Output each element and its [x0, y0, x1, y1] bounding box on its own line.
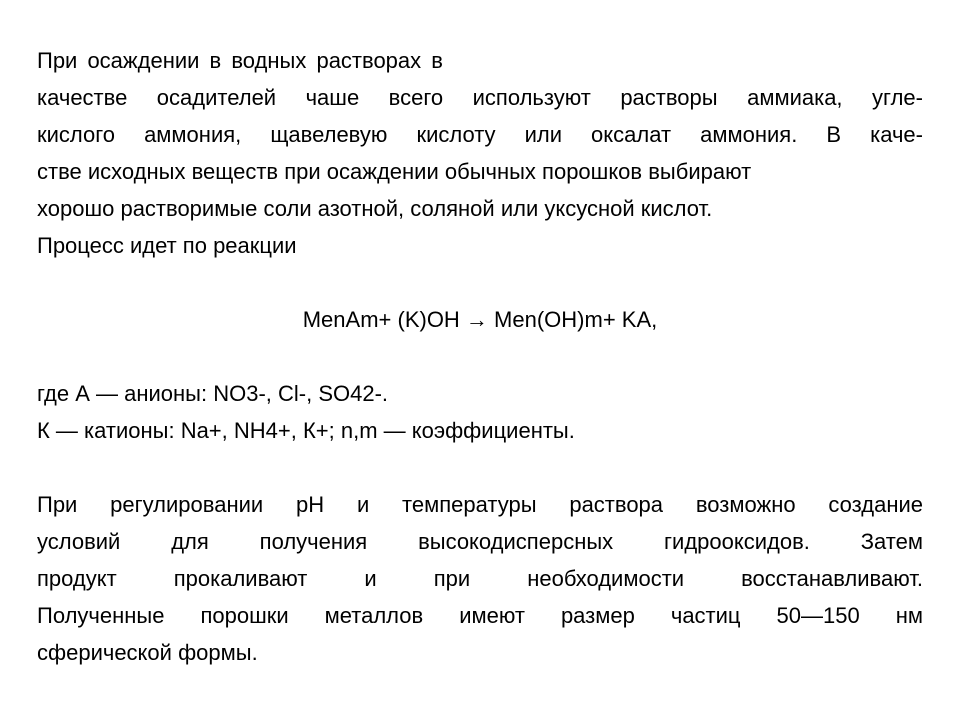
paragraph1-line-2: качестве осадителей чаше всего используют растворы аммиака, угле-: [37, 85, 923, 110]
paragraph1-line-4: стве исходных веществ при осаждении обычных порошков выбирают: [37, 159, 752, 184]
reaction-equation: MenAm+ (K)OH → Men(OH)m+ KA,: [302, 307, 658, 332]
anions-definition: где А — анионы: NO3-, Cl-, SO42-.: [37, 381, 389, 406]
paragraph1-line-1: При осаждении в водных растворах в: [37, 48, 443, 73]
cations-definition: К — катионы: Na+, NH4+, К+; n,m — коэффициенты.: [37, 418, 575, 443]
paragraph1-line-6: Процесс идет по реакции: [37, 233, 297, 258]
paragraph2-line-1: При регулировании pH и температуры раствора возможно создание: [37, 492, 923, 517]
paragraph2-line-3: продукт прокаливают и при необходимости восстанавливают.: [37, 566, 923, 591]
spacer: [37, 338, 923, 375]
spacer: [37, 264, 923, 301]
spacer: [37, 449, 923, 486]
paragraph1-line-3: кислого аммония, щавелевую кислоту или оксалат аммония. В каче-: [37, 122, 923, 147]
text-block: [37, 42, 923, 671]
paragraph2-line-2: условий для получения высокодисперсных гидрооксидов. Затем: [37, 529, 923, 554]
paragraph2-line-5: сферической формы.: [37, 640, 258, 665]
paragraph2-line-4: Полученные порошки металлов имеют размер частиц 50—150 нм: [37, 603, 923, 628]
paragraph1-line-5: хорошо растворимые соли азотной, соляной или уксусной кислот.: [37, 196, 713, 221]
